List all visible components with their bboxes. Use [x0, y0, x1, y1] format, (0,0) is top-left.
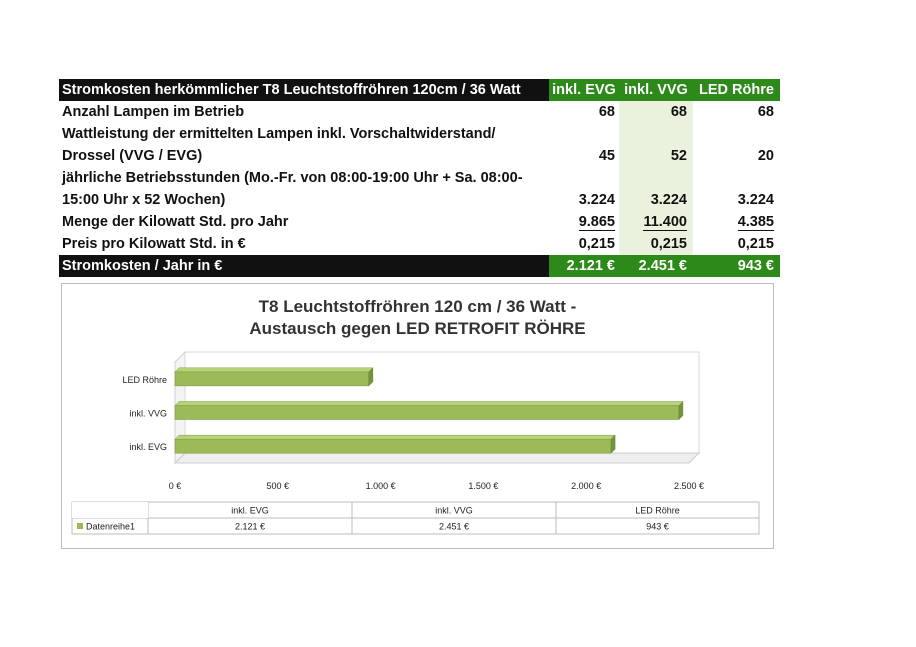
- chart-title-line2: Austausch gegen LED RETROFIT RÖHRE: [249, 319, 586, 338]
- total-vvg: 2.451 €: [619, 255, 693, 277]
- row-label: Preis pro Kilowatt Std. in €: [62, 236, 246, 252]
- table-row: [59, 233, 780, 255]
- category-label: inkl. VVG: [129, 408, 167, 419]
- row-label: Drossel (VVG / EVG): [62, 148, 203, 164]
- cell-evg: 3.224: [578, 192, 615, 208]
- x-tick-label: 1.500 €: [468, 481, 499, 491]
- table-row: [59, 189, 780, 211]
- cell-vvg: [619, 211, 693, 233]
- bar: [175, 372, 369, 386]
- cell-value: 4.385: [737, 213, 774, 230]
- data-table-value: 2.451 €: [438, 521, 470, 532]
- row-label: Anzahl Lampen im Betrieb: [62, 104, 245, 120]
- cell-led: 3.224: [737, 192, 774, 208]
- table-row: [59, 123, 780, 145]
- table-row: [59, 101, 780, 123]
- cell-evg: [549, 211, 619, 233]
- x-tick-label: 2.000 €: [571, 481, 602, 491]
- category-label: LED Röhre: [122, 374, 167, 385]
- data-table-corner: [72, 502, 148, 518]
- cell-evg: 0,215: [578, 236, 615, 252]
- column-header-vvg: inkl. VVG: [619, 79, 693, 101]
- category-label: inkl. EVG: [129, 442, 167, 453]
- x-tick-label: 500 €: [266, 481, 290, 491]
- row-label: Wattleistung der ermittelten Lampen inkl. Vorschaltwiderstand/: [62, 126, 496, 142]
- cell-led: [693, 167, 780, 189]
- legend-label: Datenreihe1: [86, 521, 136, 532]
- bar-top: [175, 368, 373, 372]
- x-tick-label: 1.000 €: [365, 481, 396, 491]
- table-title: Stromkosten herkömmlicher T8 Leuchtstoffröhren 120cm / 36 Watt: [59, 79, 549, 101]
- bar-chart: [62, 284, 773, 548]
- cell-value: 9.865: [578, 213, 615, 230]
- cell-led: [693, 211, 780, 233]
- cell-vvg: 68: [619, 101, 693, 123]
- table-row: [59, 145, 780, 167]
- row-label: Menge der Kilowatt Std. pro Jahr: [62, 214, 289, 230]
- table-row: [59, 167, 780, 189]
- data-table-value: 943 €: [646, 521, 669, 532]
- cell-vvg: 0,215: [619, 233, 693, 255]
- cell-evg: 68: [598, 104, 615, 120]
- legend-swatch: [77, 523, 83, 529]
- cell-value: 11.400: [643, 213, 687, 230]
- data-table-header: inkl. EVG: [231, 505, 269, 516]
- bar: [175, 406, 679, 420]
- total-evg: 2.121 €: [549, 255, 619, 277]
- column-header-led: LED Röhre: [693, 79, 780, 101]
- cell-led: [693, 123, 780, 145]
- x-tick-label: 0 €: [168, 481, 182, 491]
- bar-top: [175, 435, 615, 439]
- x-tick-label: 2.500 €: [673, 481, 705, 491]
- table-row: [59, 211, 780, 233]
- cell-vvg: [619, 123, 693, 145]
- column-header-evg: inkl. EVG: [549, 79, 619, 101]
- bar: [175, 439, 611, 453]
- data-table-header: LED Röhre: [635, 505, 680, 516]
- row-label: jährliche Betriebsstunden (Mo.-Fr. von 08:00-19:00 Uhr + Sa. 08:00-: [62, 170, 523, 186]
- cell-vvg: [619, 167, 693, 189]
- cost-table: [59, 79, 780, 277]
- cell-evg: [549, 123, 619, 145]
- table-header-row: [59, 79, 780, 101]
- row-label: 15:00 Uhr x 52 Wochen): [62, 192, 226, 208]
- plot-floor: [175, 453, 699, 463]
- chart-container: [61, 283, 774, 549]
- data-table-value: 2.121 €: [234, 521, 266, 532]
- total-label: Stromkosten / Jahr in €: [59, 255, 549, 277]
- cell-vvg: 3.224: [619, 189, 693, 211]
- cell-evg: 45: [598, 148, 615, 164]
- cell-led: 0,215: [737, 236, 774, 252]
- table-footer-row: [59, 255, 780, 277]
- data-table-header: inkl. VVG: [435, 505, 473, 516]
- total-led: 943 €: [693, 255, 780, 277]
- cell-led: 68: [757, 104, 774, 120]
- cell-vvg: 52: [619, 145, 693, 167]
- cell-led: 20: [757, 148, 774, 164]
- bar-top: [175, 402, 683, 406]
- cell-evg: [549, 167, 619, 189]
- chart-title-line1: T8 Leuchtstoffröhren 120 cm / 36 Watt -: [258, 297, 577, 316]
